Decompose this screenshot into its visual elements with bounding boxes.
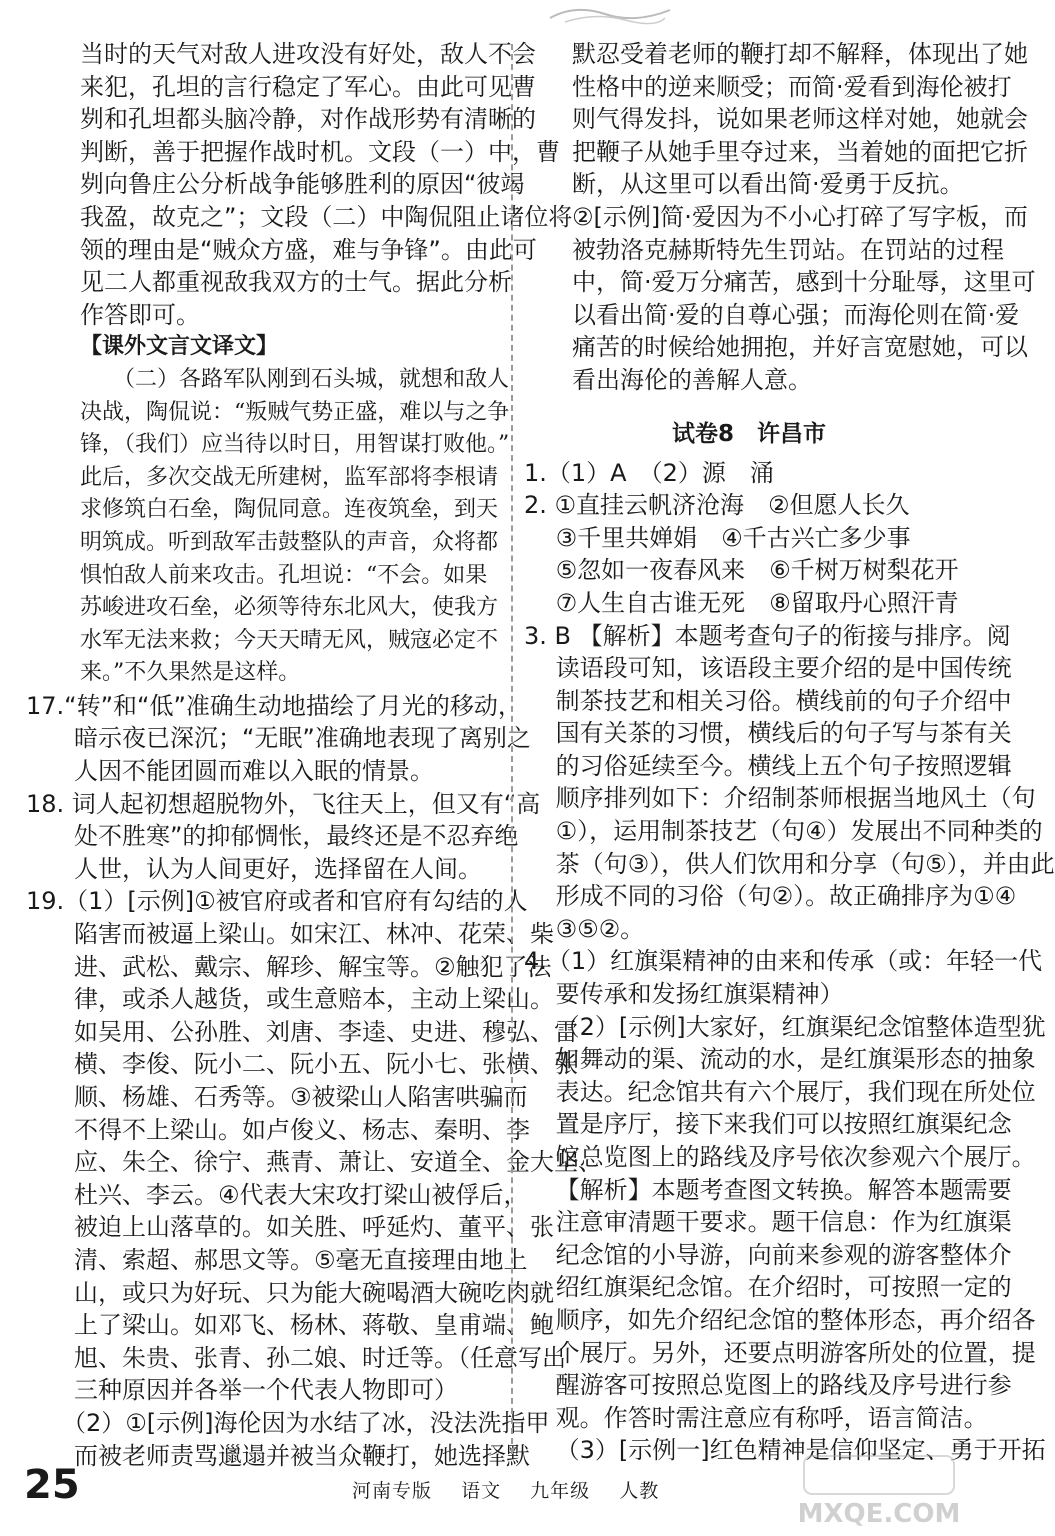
text-line: 个展厅。另外，还要点明游客所处的位置，提 (524, 1338, 1036, 1367)
text-line: 来犯，孔坦的言行稳定了军心。由此可见曹 (80, 72, 536, 101)
text-line: 如舞动的渠、流动的水，是红旗渠形态的抽象 (524, 1045, 1036, 1074)
text-line: 作答即可。 (80, 300, 200, 329)
text-line: 顺序排列如下：介绍制茶师根据当地风土（句 (524, 784, 1036, 813)
text-line: 处不胜寒”的抑郁惆怅，最终还是不忍弃绝 (26, 822, 519, 851)
text-line: 惧怕敌人前来攻击。孔坦说：“不会。如果 (80, 562, 488, 588)
text-line: 人世，认为人间更好，选择留在人间。 (26, 854, 482, 883)
text-line: 19.（1）[示例]①被官府或者和官府有勾结的人 (26, 887, 528, 916)
text-line: 绍红旗渠纪念馆。在介绍时，可按照一定的 (524, 1273, 1012, 1302)
text-line: 如吴用、公孙胜、刘唐、李逵、史进、穆弘、雷 (26, 1017, 578, 1046)
text-line: 【课外文言文译文】 (80, 334, 279, 360)
column-divider (511, 44, 513, 1454)
text-line: ②[示例]简·爱因为不小心打碎了写字板，而 (524, 202, 1028, 231)
text-line: 制茶技艺和相关习俗。横线前的句子介绍中 (524, 686, 1012, 715)
text-line: 2. ①直挂云帆济沧海 ②但愿人长久 (524, 491, 910, 520)
text-line: 中，简·爱万分痛苦，感到十分耻辱，这里可 (524, 268, 1036, 297)
text-line: （2）①[示例]海伦因为水结了冰，没法洗指甲 (26, 1408, 550, 1437)
text-line: 三种原因并各举一个代表人物即可） (26, 1376, 458, 1405)
section-title: 试卷8 许昌市 (671, 420, 826, 447)
text-line: 国有关茶的习惯，横线后的句子写与茶有关 (524, 719, 1012, 748)
text-line: 陷害而被逼上梁山。如宋江、林冲、花荣、柴 (26, 920, 554, 949)
text-line: 此后，多次交战无所建树，监军部将李根请 (80, 464, 499, 490)
text-line: ①），运用制茶技艺（句④）发展出不同种类的 (524, 817, 1043, 846)
text-line: 刿和孔坦都头脑冷静，对作战形势有清晰的 (80, 105, 536, 134)
text-line: 我盈，故克之”；文段（二）中陶侃阻止诸位将 (80, 202, 573, 231)
text-line: （3）[示例一]红色精神是信仰坚定、勇于开拓 (524, 1436, 1046, 1465)
text-line: 暗示夜已深沉；“无眠”准确地表现了离别之 (26, 724, 531, 753)
text-line: 判断，善于把握作战时机。文段（一）中，曹 (80, 137, 560, 166)
text-line: 上了梁山。如邓飞、杨林、蒋敬、皇甫端、鲍 (26, 1311, 554, 1340)
footer-subject: 语文 (461, 1480, 502, 1502)
text-line: 明筑成。听到敌军击鼓整队的声音，众将都 (80, 529, 499, 555)
text-line: （2）[示例]大家好，红旗渠纪念馆整体造型犹 (524, 1012, 1046, 1041)
text-line: 求修筑白石垒，陶侃同意。连夜筑垒，到天 (80, 497, 499, 523)
text-line: 苏峻进攻石垒，必须等待东北风大，使我方 (80, 595, 499, 621)
text-line: 杜兴、李云。④代表大宋攻打梁山被俘后， (26, 1180, 528, 1209)
right-top-block (524, 38, 1036, 397)
text-line: 顺、杨雄、石秀等。③被梁山人陷害哄骗而 (26, 1083, 528, 1111)
text-line: 被迫上山落草的。如关胜、呼延灼、董平、张 (26, 1213, 554, 1242)
text-line: 律，或杀人越货，或生意赔本，主动上梁山。 (26, 985, 554, 1014)
text-line: 1.（1）A （2）源 涌 (524, 458, 774, 487)
text-line: 被勃洛克赫斯特先生罚站。在罚站的过程 (524, 235, 1004, 264)
text-line: 表达。纪念馆共有六个展厅，我们现在所处位 (524, 1077, 1036, 1106)
text-line: ⑤忽如一夜春风来 ⑥千树万树梨花开 (524, 556, 959, 585)
text-line: 【解析】本题考查图文转换。解答本题需要 (524, 1175, 1012, 1204)
text-line: 性格中的逆来顺受；而简·爱看到海伦被打 (524, 72, 1012, 101)
footer-info (352, 1476, 681, 1503)
text-line: 馆总览图上的路线及序号依次参观六个展厅。 (524, 1143, 1036, 1171)
text-line: 当时的天气对敌人进攻没有好处，敌人不会 (80, 40, 536, 68)
text-line: 醒游客可按照总览图上的路线及序号进行参 (524, 1371, 1012, 1400)
text-line: 人因不能团圆而难以入眠的情景。 (26, 757, 434, 786)
text-line: 观。作答时需注意应有称呼，语言简洁。 (524, 1403, 988, 1432)
page-number: 25 (24, 1462, 80, 1508)
watermark-text: MXQE.COM (797, 1499, 961, 1529)
text-line: 决战，陶侃说：“叛贼气势正盛，难以与之争 (80, 399, 510, 425)
text-line: 茶（句③），供人们饮用和分享（句⑤），并由此 (524, 849, 1055, 878)
right-bottom-block (524, 457, 1055, 1467)
text-line: 18. 词人起初想超脱物外，飞往天上，但又有“高 (26, 789, 541, 818)
text-line: 不得不上梁山。如卢俊义、杨志、秦明、李 (26, 1115, 530, 1144)
text-line: 顺序，如先介绍纪念馆的整体形态，再介绍各 (524, 1305, 1036, 1334)
text-line: 断，从这里可以看出简·爱勇于反抗。 (524, 170, 964, 199)
text-line: 山，或只为好玩、只为能大碗喝酒大碗吃肉就 (26, 1278, 554, 1307)
text-line: 痛苦的时候给她拥抱，并好言宽慰她，可以 (524, 333, 1028, 362)
text-line: 形成不同的习俗（句②）。故正确排序为①④ (524, 882, 1017, 911)
text-line: 注意审清题干要求。题干信息：作为红旗渠 (524, 1208, 1012, 1237)
text-line: 把鞭子从她手里夺过来，当着她的面把它折 (524, 137, 1028, 166)
text-line: 清、索超、郝思文等。⑤毫无直接理由地上 (26, 1245, 528, 1274)
footer-edition: 河南专版 (352, 1480, 433, 1502)
text-line: 4.（1）红旗渠精神的由来和传承（或：年轻一代 (524, 947, 1043, 976)
text-line: 应、朱仝、徐宁、燕青、萧让、安道全、金大坚、 (26, 1148, 602, 1177)
text-line: ⑦人生自古谁无死 ⑧留取丹心照汗青 (524, 588, 959, 617)
footer-publisher: 人教 (619, 1480, 660, 1502)
header-decoration (545, 0, 675, 26)
text-line: 置是序厅，接下来我们可以按照红旗渠纪念 (524, 1110, 1012, 1139)
text-line: 来。”不久果然是这样。 (80, 660, 301, 686)
text-line: 读语段可知，该语段主要介绍的是中国传统 (524, 654, 1012, 683)
right-column (524, 38, 1055, 1467)
text-line: 以看出简·爱的自尊心强；而海伦则在简·爱 (524, 300, 1020, 329)
text-line: 进、武松、戴宗、解珍、解宝等。②触犯了法 (26, 952, 552, 981)
text-line: 则气得发抖，说如果老师这样对她，她就会 (524, 105, 1028, 134)
text-line: 纪念馆的小导游，向前来参观的游客整体介 (524, 1240, 1012, 1269)
watermark-logo (784, 1450, 974, 1532)
text-line: 而被老师责骂邋遢并被当众鞭打，她选择默 (26, 1441, 530, 1470)
text-line: 的习俗延续至今。横线上五个句子按照逻辑 (524, 751, 1012, 780)
text-line: 刿向鲁庄公分析战争能够胜利的原因“彼竭 (80, 170, 525, 199)
text-line: 领的理由是“贼众方盛，难与争锋”。由此可 (80, 235, 537, 264)
text-line: 锋，（我们）应当待以时日，用智谋打败他。” (80, 432, 510, 458)
text-line: （二）各路军队刚到石头城，就想和敌人 (80, 366, 510, 392)
text-line: ③千里共婵娟 ④千古兴亡多少事 (524, 523, 911, 552)
text-line: 水军无法来救；今天天晴无风，贼寇必定不 (80, 627, 499, 653)
text-line: 要传承和发扬红旗渠精神） (524, 980, 844, 1009)
text-line: 见二人都重视敌我双方的士气。据此分析 (80, 268, 512, 297)
text-line: 默忍受着老师的鞭打却不解释，体现出了她 (524, 40, 1028, 68)
text-line: 旭、朱贵、张青、孙二娘、时迁等。（任意写出 (26, 1343, 566, 1372)
text-line: 横、李俊、阮小二、阮小五、阮小七、张横、张 (26, 1050, 578, 1079)
text-line: 17.“转”和“低”准确生动地描绘了月光的移动， (26, 691, 522, 720)
text-line: 3. B 【解析】本题考查句子的衔接与排序。阅 (524, 621, 1011, 650)
footer-grade: 九年级 (530, 1480, 591, 1502)
text-line: 看出海伦的善解人意。 (524, 365, 812, 394)
text-line: ③⑤②。 (524, 914, 645, 943)
